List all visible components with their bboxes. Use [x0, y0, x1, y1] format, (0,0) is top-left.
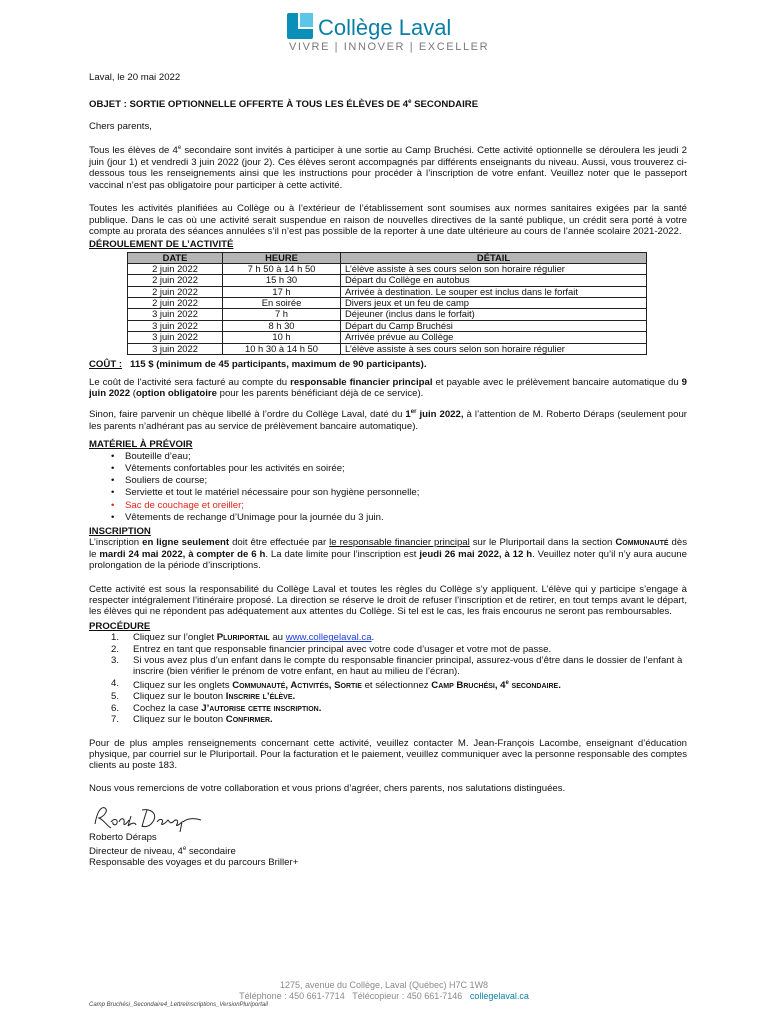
rules-paragraph: Cette activité est sous la responsabilité du Collège Laval et toutes les règles du Collège s’y appliquent. L’élève qui y participe s’engage à respecter intégralement l’itinéraire proposé. La direction se réserve le droit de refuser l’inscription et de retirer, en tout temps avant le départ, les élèves qui ne répondent pas adéquatement aux attentes du Collège. Si tel est le cas, les frais encourus ne seront pas remboursables. — [89, 583, 687, 618]
schedule-cell-date: 3 juin 2022 — [128, 332, 223, 343]
step-text: Si vous avez plus d’un enfant dans le compte du responsable financier principal, assurez-vous d’être dans le dossier de l’enfant à inscrire (bien vérifier le prénom de votre enfant, en haut au milieu de l’écran). — [133, 655, 683, 678]
materials-item: • Vêtements confortables pour les activités en soirée; — [111, 463, 687, 475]
signature — [91, 802, 687, 832]
schedule-cell-time: 10 h — [223, 332, 341, 343]
letter-body — [89, 72, 687, 869]
step-text: Cliquez sur le bouton — [133, 691, 226, 703]
procedure-step — [111, 691, 687, 702]
college-name: Collège Laval — [318, 15, 452, 40]
schedule-cell-date: 3 juin 2022 — [128, 309, 223, 320]
schedule-cell-date: 2 juin 2022 — [128, 275, 223, 286]
intro-sup: e — [177, 145, 182, 152]
schedule-body — [128, 263, 647, 354]
cheque-day: 1 — [405, 409, 411, 421]
cheque-date: juin 2022, — [416, 409, 464, 421]
footer-phone: Téléphone : 450 661-7714 — [239, 991, 345, 1001]
schedule-row — [128, 263, 647, 274]
footer-contact-line — [0, 991, 768, 1002]
schedule-cell-time: 10 h 30 à 14 h 50 — [223, 343, 341, 354]
signatory-title-text: Directeur de niveau, 4 — [89, 845, 183, 857]
schedule-cell-detail: Départ du Camp Bruchési — [341, 320, 647, 331]
schedule-row — [128, 332, 647, 343]
cost-line — [89, 359, 687, 370]
billing-paren: ( — [130, 387, 136, 399]
schedule-cell-detail: L’élève assiste à ses cours selon son horaire régulier — [341, 343, 647, 354]
step-keyword: Communauté, Activités, Sortie — [232, 680, 362, 691]
step-number: 1. — [111, 632, 120, 644]
insc-text-4: dès le — [89, 537, 687, 560]
letter-footer — [0, 980, 768, 1002]
billing-text-3: pour les parents bénéficiant déjà de ce service). — [216, 387, 424, 399]
footer-fax: Télécopieur : 450 661-7146 — [352, 991, 463, 1001]
signatory-title-sup: e — [182, 845, 187, 852]
col-date: DATE — [128, 252, 223, 263]
step-text: Cliquez sur les onglets — [133, 680, 233, 691]
billing-text: Le coût de l’activité sera facturé au compte du — [89, 376, 291, 388]
intro-text: Tous les élèves de 4 — [89, 145, 178, 157]
step-number: 3. — [111, 655, 120, 666]
billing-text-2: et payable avec le prélèvement bancaire automatique du — [432, 376, 682, 388]
insc-online: en ligne seulement — [142, 537, 230, 549]
signatory-name: Roberto Déraps — [89, 832, 157, 844]
intro-paragraph — [89, 143, 687, 191]
procedure-step — [111, 632, 687, 643]
cheque-sup: er — [410, 409, 417, 416]
step-text: et sélectionnez — [361, 680, 432, 691]
schedule-cell-time: 17 h — [223, 286, 341, 297]
contact-paragraph: Pour de plus amples renseignements concernant cette activité, veuillez contacter M. Jean-François Lacombe, enseignant d’éducation physique, par courriel sur le Pluriportail. Pour la facturation et le paiement, veuillez communiquer avec la personne responsable des comptes clients au poste 183. — [89, 737, 687, 772]
insc-responsible: le responsable financier principal — [329, 537, 470, 549]
step-keyword: J’autorise cette inscription. — [201, 702, 322, 714]
footer-website: collegelaval.ca — [469, 991, 529, 1001]
schedule-cell-detail: Départ du Collège en autobus — [341, 275, 647, 286]
materials-item: • Serviette et tout le matériel nécessaire pour son hygiène personnelle; — [111, 487, 687, 499]
schedule-cell-detail: Arrivée prévue au Collège — [341, 332, 647, 343]
insc-text-2: doit être effectuée par — [229, 537, 330, 549]
signatory-title — [89, 844, 687, 858]
object-sup: e — [408, 99, 412, 106]
intro-text-rest: secondaire sont invités à participer à une sortie au Camp Bruchési. Cette activité optionnelle se déroulera les jeudi 2 juin (jour 1) et vendredi 3 juin 2022 (jour 2). Ces élèves seront accompagnés par différents enseignants du niveau. Aussi, vous trouverez ci-dessous tous les renseignements ainsi que les instructions pour procéder à l’inscription de votre enfant. Veuillez noter que le passeport vaccinal n’est pas obligatoire pour participer à cette activité. — [89, 145, 687, 191]
step-text: Cliquez sur l’onglet — [133, 632, 217, 644]
schedule-cell-date: 2 juin 2022 — [128, 286, 223, 297]
procedure-heading: PROCÉDURE — [89, 620, 151, 632]
insc-text-3: sur le Pluriportail dans la section — [469, 537, 616, 549]
schedule-cell-time: 7 h 50 à 14 h 50 — [223, 263, 341, 274]
schedule-cell-time: 15 h 30 — [223, 275, 341, 286]
date-line: Laval, le 20 mai 2022 — [89, 72, 181, 83]
salutation: Chers parents, — [89, 121, 152, 132]
step-text: Entrez en tant que responsable financier principal avec votre code d’usager et votre mot de passe. — [133, 643, 552, 655]
college-tagline: VIVRE | INNOVER | EXCELLER — [289, 41, 490, 53]
schedule-cell-detail: Arrivée à destination. Le souper est inclus dans le forfait — [341, 286, 647, 297]
schedule-row — [128, 286, 647, 297]
step-text: Cliquez sur le bouton — [133, 714, 226, 726]
materials-item: • Bouteille d’eau; — [111, 451, 687, 463]
schedule-cell-time: 8 h 30 — [223, 320, 341, 331]
schedule-cell-time: En soirée — [223, 298, 341, 309]
object-line — [89, 97, 687, 111]
schedule-cell-date: 3 juin 2022 — [128, 320, 223, 331]
insc-deadline: jeudi 26 mai 2022, à 12 h — [419, 548, 533, 560]
letterhead — [287, 13, 497, 57]
step-text: Cochez la case — [133, 702, 202, 714]
materials-heading: MATÉRIEL À PRÉVOIR — [89, 439, 193, 451]
materials-item: • Vêtements de rechange d’Unimage pour la journée du 3 juin. — [111, 512, 687, 524]
schedule-row — [128, 309, 647, 320]
schedule-cell-date: 3 juin 2022 — [128, 343, 223, 354]
schedule-row — [128, 275, 647, 286]
handwritten-signature-icon — [91, 802, 211, 832]
billing-responsible: responsable financier principal — [290, 376, 433, 388]
signatory-title-end: secondaire — [186, 845, 236, 857]
step-number: 6. — [111, 702, 120, 714]
cheque-paragraph — [89, 407, 687, 432]
step-keyword: secondaire. — [508, 680, 561, 691]
col-detail: DÉTAIL — [341, 252, 647, 263]
schedule-heading: DÉROULEMENT DE L’ACTIVITÉ — [89, 239, 234, 251]
footer-address: 1275, avenue du Collège, Laval (Québec) H7C 1W8 — [279, 980, 489, 990]
college-website-link[interactable]: www.collegelaval.ca — [285, 632, 372, 644]
step-number: 4. — [111, 677, 120, 689]
insc-text: L’inscription — [89, 537, 143, 549]
schedule-cell-detail: Divers jeux et un feu de camp — [341, 298, 647, 309]
signatory-role: Responsable des voyages et du parcours Briller+ — [89, 857, 299, 869]
object-text: OBJET : SORTIE OPTIONNELLE OFFERTE À TOUS LES ÉLÈVES DE 4 — [89, 99, 409, 111]
materials-item: • Souliers de course; — [111, 475, 687, 487]
billing-paragraph — [89, 377, 687, 400]
procedure-step — [111, 703, 687, 714]
schedule-row — [128, 298, 647, 309]
inscription-heading: INSCRIPTION — [89, 525, 151, 537]
step-keyword: Confirmer. — [225, 714, 273, 726]
materials-item: • Sac de couchage et oreiller; — [111, 500, 687, 512]
procedure-step — [111, 655, 687, 678]
step-text: au — [269, 632, 286, 644]
schedule-cell-detail: Déjeuner (inclus dans le forfait) — [341, 309, 647, 320]
col-time: HEURE — [223, 252, 341, 263]
file-name: Camp Bruchési_Secondaire4_LettreInscriptions_VersionPluriportail — [89, 1002, 268, 1008]
schedule-header-row — [128, 252, 647, 263]
cheque-text-2: à l’attention de M. Roberto Déraps (seulement pour les parents n’adhérant pas au service de prélèvement bancaire automatique). — [89, 409, 688, 432]
cost-value: 115 $ (minimum de 45 participants, maximum de 90 participants). — [130, 359, 427, 371]
step-text: . — [371, 632, 375, 644]
step-number: 7. — [111, 714, 120, 726]
billing-mandatory: option obligatoire — [135, 387, 217, 399]
schedule-cell-date: 2 juin 2022 — [128, 298, 223, 309]
sanitary-paragraph: Toutes les activités planifiées au Collège ou à l’extérieur de l’établissement sont soumises aux normes sanitaires exigées par la santé publique. Dans le cas où une activité serait suspendue en raison de nouvelles directives de la santé publique, un crédit sera porté à votre compte au prorata des séances annulées s’il n’est pas possible de la reporter à une date ultérieure au cours de l’année scolaire 2021-2022. — [89, 203, 687, 238]
schedule-row — [128, 343, 647, 354]
step-sup: e — [505, 679, 509, 686]
object-text-end: SECONDAIRE — [411, 99, 479, 111]
insc-start: mardi 24 mai 2022, à compter de 6 h — [99, 548, 266, 560]
insc-text-6: . Veuillez noter qu’il n’y aura aucune prolongation de la période d’inscriptions. — [89, 548, 687, 572]
materials-list — [111, 451, 687, 524]
billing-date: 9 juin 2022 — [89, 376, 687, 399]
insc-community: Communauté — [615, 537, 669, 549]
schedule-cell-date: 2 juin 2022 — [128, 263, 223, 274]
college-logo-icon — [287, 13, 313, 39]
step-number: 5. — [111, 691, 120, 703]
thanks-paragraph: Nous vous remercions de votre collaboration et vous prions d’agréer, chers parents, nos salutations distinguées. — [89, 782, 566, 794]
procedure-step — [111, 714, 687, 725]
step-keyword: Camp Bruchési, 4 — [431, 680, 506, 691]
procedure-step — [111, 678, 687, 692]
cost-label: COÛT : — [89, 359, 123, 371]
step-keyword: Pluriportail — [216, 632, 270, 644]
schedule-table — [127, 252, 647, 355]
insc-text-5: . La date limite pour l’inscription est — [265, 548, 420, 560]
schedule-cell-detail: L’élève assiste à ses cours selon son horaire régulier — [341, 263, 647, 274]
step-number: 2. — [111, 643, 120, 655]
inscription-paragraph — [89, 537, 687, 571]
schedule-cell-time: 7 h — [223, 309, 341, 320]
schedule-row — [128, 320, 647, 331]
procedure-step — [111, 644, 687, 655]
step-keyword: Inscrire l’élève. — [225, 691, 296, 703]
cheque-text: Sinon, faire parvenir un chèque libellé à l’ordre du Collège Laval, daté du — [89, 409, 406, 421]
procedure-list — [111, 632, 687, 725]
